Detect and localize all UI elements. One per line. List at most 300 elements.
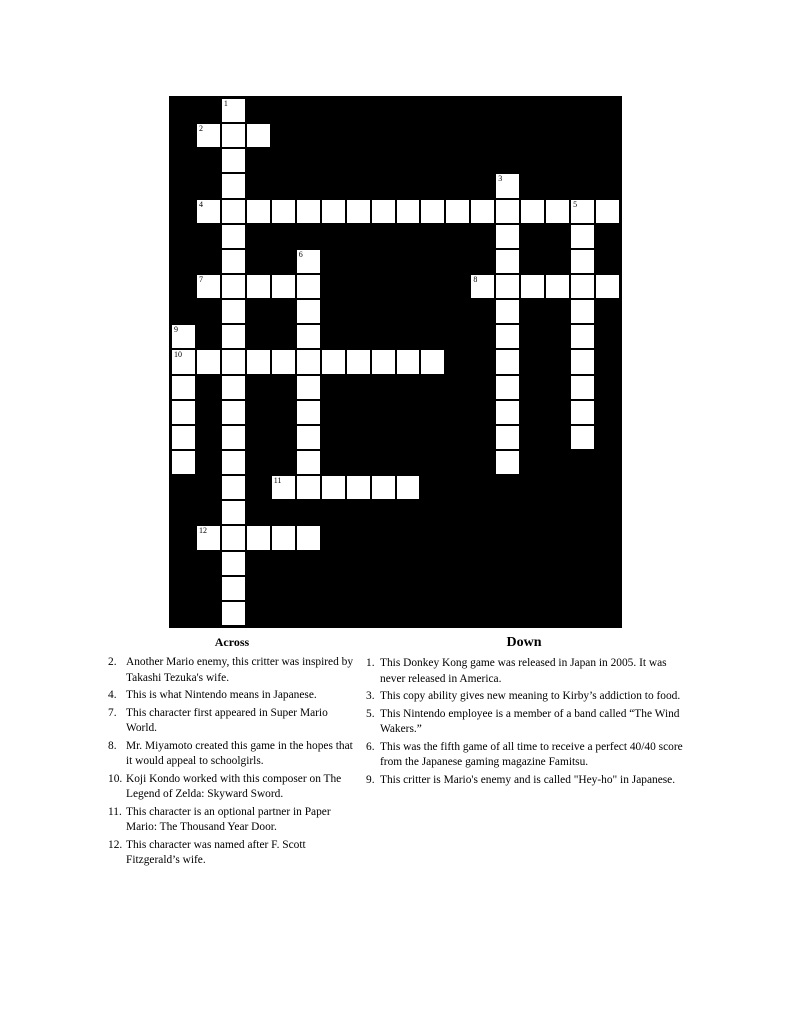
grid-cell-open[interactable] xyxy=(421,200,444,223)
grid-cell-open[interactable] xyxy=(247,350,270,373)
grid-cell-blocked xyxy=(247,602,270,625)
grid-cell-blocked xyxy=(272,124,295,147)
down-heading: Down xyxy=(506,635,542,650)
grid-cell-open[interactable] xyxy=(297,401,320,424)
across-clue xyxy=(108,805,360,836)
grid-cell-blocked xyxy=(546,350,569,373)
grid-cell-blocked xyxy=(421,401,444,424)
grid-cell-open[interactable] xyxy=(247,124,270,147)
grid-cell-blocked xyxy=(272,225,295,248)
grid-cell-blocked xyxy=(372,451,395,474)
clue-number: 11. xyxy=(108,805,122,818)
grid-cell-blocked xyxy=(297,99,320,122)
grid-cell-blocked xyxy=(421,376,444,399)
grid-cell-open[interactable] xyxy=(222,552,245,575)
grid-cell-open[interactable] xyxy=(222,401,245,424)
clue-text: This critter is Mario's enemy and is called "Hey-ho" in Japanese. xyxy=(380,773,676,786)
grid-cell-open[interactable] xyxy=(347,476,370,499)
grid-cell-open[interactable] xyxy=(297,376,320,399)
grid-cell-blocked xyxy=(247,426,270,449)
grid-cell-open[interactable] xyxy=(272,526,295,549)
grid-cell-open[interactable] xyxy=(571,275,594,298)
across-clue xyxy=(108,688,360,704)
grid-cell-open[interactable] xyxy=(571,325,594,348)
grid-cell-blocked xyxy=(172,300,195,323)
grid-cell-open[interactable] xyxy=(222,501,245,524)
grid-cell-open[interactable] xyxy=(222,149,245,172)
grid-cell-blocked xyxy=(421,526,444,549)
grid-cell-open[interactable] xyxy=(571,376,594,399)
grid-cell-blocked xyxy=(272,250,295,273)
grid-cell-open[interactable] xyxy=(322,350,345,373)
clue-number: 8. xyxy=(108,739,117,752)
grid-cell-open[interactable] xyxy=(496,275,519,298)
grid-cell-blocked xyxy=(272,300,295,323)
clue-text: Koji Kondo worked with this composer on The Legend of Zelda: Skyward Sword. xyxy=(126,772,342,800)
grid-cell-blocked xyxy=(322,124,345,147)
grid-cell-open[interactable] xyxy=(297,300,320,323)
grid-cell-blocked xyxy=(596,174,619,197)
grid-cell-open[interactable] xyxy=(297,275,320,298)
grid-cell-open[interactable] xyxy=(222,275,245,298)
grid-cell-open[interactable] xyxy=(172,401,195,424)
grid-cell-open[interactable] xyxy=(222,225,245,248)
grid-cell-blocked xyxy=(197,225,220,248)
grid-cell-open[interactable] xyxy=(521,275,544,298)
grid-cell-blocked xyxy=(546,552,569,575)
grid-cell-open[interactable] xyxy=(372,350,395,373)
grid-cell-blocked xyxy=(471,426,494,449)
grid-cell-blocked xyxy=(347,401,370,424)
grid-cell-open[interactable] xyxy=(272,350,295,373)
grid-cell-blocked xyxy=(446,401,469,424)
grid-cell-blocked xyxy=(322,451,345,474)
grid-cell-blocked xyxy=(596,451,619,474)
grid-cell-open[interactable] xyxy=(172,325,195,348)
grid-cell-blocked xyxy=(347,376,370,399)
grid-cell-open[interactable] xyxy=(347,350,370,373)
grid-cell-blocked xyxy=(397,275,420,298)
grid-cell-blocked xyxy=(571,577,594,600)
grid-cell-blocked xyxy=(571,526,594,549)
grid-cell-blocked xyxy=(172,526,195,549)
grid-cell-blocked xyxy=(496,124,519,147)
grid-cell-blocked xyxy=(571,602,594,625)
grid-cell-open[interactable] xyxy=(272,275,295,298)
grid-cell-open[interactable] xyxy=(471,275,494,298)
clue-number-label: 4 xyxy=(198,199,203,209)
grid-cell-blocked xyxy=(546,577,569,600)
clue-number-label: 3 xyxy=(498,174,503,184)
grid-cell-blocked xyxy=(297,174,320,197)
grid-cell-open[interactable] xyxy=(397,476,420,499)
clue-number: 3. xyxy=(366,690,375,702)
grid-cell-blocked xyxy=(372,275,395,298)
grid-cell-blocked xyxy=(397,577,420,600)
grid-cell-blocked xyxy=(322,501,345,524)
grid-cell-blocked xyxy=(372,325,395,348)
grid-cell-open[interactable] xyxy=(247,526,270,549)
grid-cell-blocked xyxy=(397,451,420,474)
grid-cell-open[interactable] xyxy=(372,200,395,223)
grid-cell-open[interactable] xyxy=(172,376,195,399)
grid-cell-blocked xyxy=(446,174,469,197)
grid-cell-blocked xyxy=(596,300,619,323)
grid-cell-blocked xyxy=(247,250,270,273)
grid-cell-blocked xyxy=(397,552,420,575)
clue-number-label: 8 xyxy=(473,274,478,284)
grid-cell-open[interactable] xyxy=(571,300,594,323)
grid-cell-blocked xyxy=(521,451,544,474)
grid-cell-open[interactable] xyxy=(222,376,245,399)
grid-cell-blocked xyxy=(397,149,420,172)
grid-cell-blocked xyxy=(471,501,494,524)
clue-number: 7. xyxy=(108,706,117,719)
grid-cell-blocked xyxy=(322,401,345,424)
grid-cell-blocked xyxy=(496,526,519,549)
down-clue xyxy=(366,689,684,705)
grid-cell-open[interactable] xyxy=(197,350,220,373)
grid-cell-blocked xyxy=(172,577,195,600)
grid-cell-open[interactable] xyxy=(297,200,320,223)
clue-text: Mr. Miyamoto created this game in the hopes that it would appeal to schoolgirls. xyxy=(126,739,353,767)
grid-cell-open[interactable] xyxy=(571,200,594,223)
grid-cell-blocked xyxy=(596,325,619,348)
grid-cell-open[interactable] xyxy=(222,526,245,549)
grid-cell-open[interactable] xyxy=(596,200,619,223)
grid-cell-blocked xyxy=(197,376,220,399)
grid-cell-blocked xyxy=(322,602,345,625)
grid-cell-open[interactable] xyxy=(222,124,245,147)
grid-cell-blocked xyxy=(172,250,195,273)
grid-cell-blocked xyxy=(372,552,395,575)
grid-cell-open[interactable] xyxy=(496,350,519,373)
grid-cell-blocked xyxy=(471,552,494,575)
grid-cell-open[interactable] xyxy=(297,426,320,449)
grid-cell-blocked xyxy=(446,451,469,474)
grid-cell-open[interactable] xyxy=(496,174,519,197)
grid-cell-open[interactable] xyxy=(496,401,519,424)
grid-cell-blocked xyxy=(322,376,345,399)
grid-cell-blocked xyxy=(596,225,619,248)
grid-cell-blocked xyxy=(571,501,594,524)
grid-cell-blocked xyxy=(347,225,370,248)
grid-cell-blocked xyxy=(546,99,569,122)
grid-cell-open[interactable] xyxy=(222,451,245,474)
grid-cell-open[interactable] xyxy=(172,451,195,474)
grid-cell-blocked xyxy=(596,376,619,399)
grid-cell-open[interactable] xyxy=(496,451,519,474)
grid-cell-open[interactable] xyxy=(571,401,594,424)
grid-cell-open[interactable] xyxy=(397,200,420,223)
clue-text: This is what Nintendo means in Japanese. xyxy=(126,689,317,701)
grid-cell-blocked xyxy=(421,577,444,600)
grid-cell-blocked xyxy=(496,552,519,575)
grid-cell-open[interactable] xyxy=(571,225,594,248)
clue-text: This character was named after F. Scott Fitzgerald’s wife. xyxy=(126,838,306,866)
grid-cell-blocked xyxy=(521,250,544,273)
grid-cell-open[interactable] xyxy=(222,577,245,600)
grid-cell-blocked xyxy=(347,577,370,600)
clue-number: 1. xyxy=(366,657,375,669)
grid-cell-blocked xyxy=(596,552,619,575)
grid-cell-open[interactable] xyxy=(571,426,594,449)
grid-cell-open[interactable] xyxy=(496,225,519,248)
grid-cell-blocked xyxy=(272,174,295,197)
grid-cell-blocked xyxy=(397,526,420,549)
grid-cell-open[interactable] xyxy=(446,200,469,223)
grid-cell-blocked xyxy=(347,300,370,323)
grid-cell-blocked xyxy=(397,401,420,424)
clue-text: This character is an optional partner in Paper Mario: The Thousand Year Door. xyxy=(126,805,331,833)
grid-cell-blocked xyxy=(297,602,320,625)
grid-cell-open[interactable] xyxy=(322,200,345,223)
grid-cell-open[interactable] xyxy=(222,250,245,273)
clue-number-label: 10 xyxy=(174,350,182,360)
grid-cell-blocked xyxy=(397,501,420,524)
grid-cell-open[interactable] xyxy=(571,350,594,373)
grid-cell-open[interactable] xyxy=(297,250,320,273)
grid-cell-blocked xyxy=(421,426,444,449)
grid-cell-blocked xyxy=(521,149,544,172)
down-clue xyxy=(366,656,684,687)
grid-cell-open[interactable] xyxy=(197,275,220,298)
grid-cell-open[interactable] xyxy=(222,200,245,223)
grid-cell-blocked xyxy=(347,451,370,474)
crossword-grid xyxy=(169,96,622,628)
grid-cell-open[interactable] xyxy=(222,476,245,499)
grid-cell-blocked xyxy=(421,99,444,122)
grid-cell-blocked xyxy=(596,350,619,373)
grid-cell-open[interactable] xyxy=(596,275,619,298)
grid-cell-blocked xyxy=(172,602,195,625)
clue-number-label: 1 xyxy=(223,99,228,108)
grid-cell-open[interactable] xyxy=(297,526,320,549)
grid-cell-blocked xyxy=(446,426,469,449)
grid-cell-open[interactable] xyxy=(421,350,444,373)
grid-cell-open[interactable] xyxy=(496,200,519,223)
grid-cell-blocked xyxy=(521,552,544,575)
grid-cell-open[interactable] xyxy=(546,200,569,223)
grid-cell-blocked xyxy=(347,602,370,625)
grid-cell-blocked xyxy=(596,602,619,625)
grid-cell-blocked xyxy=(272,602,295,625)
grid-cell-blocked xyxy=(297,124,320,147)
grid-cell-blocked xyxy=(172,124,195,147)
grid-cell-open[interactable] xyxy=(222,99,245,122)
grid-cell-blocked xyxy=(546,526,569,549)
grid-cell-blocked xyxy=(297,552,320,575)
grid-cell-blocked xyxy=(247,451,270,474)
grid-cell-open[interactable] xyxy=(297,476,320,499)
across-clue xyxy=(108,838,360,869)
grid-cell-blocked xyxy=(446,350,469,373)
grid-cell-blocked xyxy=(397,225,420,248)
clue-number: 9. xyxy=(366,773,375,786)
grid-cell-blocked xyxy=(471,376,494,399)
grid-cell-blocked xyxy=(521,300,544,323)
grid-cell-blocked xyxy=(172,275,195,298)
across-clue-list xyxy=(108,655,360,871)
grid-cell-blocked xyxy=(372,526,395,549)
grid-cell-blocked xyxy=(421,149,444,172)
grid-cell-blocked xyxy=(397,174,420,197)
grid-cell-blocked xyxy=(546,401,569,424)
grid-cell-blocked xyxy=(471,174,494,197)
grid-cell-blocked xyxy=(446,300,469,323)
grid-cell-blocked xyxy=(546,225,569,248)
grid-cell-blocked xyxy=(446,602,469,625)
down-clue xyxy=(366,707,684,738)
grid-cell-open[interactable] xyxy=(297,350,320,373)
grid-cell-blocked xyxy=(272,325,295,348)
grid-cell-open[interactable] xyxy=(496,426,519,449)
grid-cell-open[interactable] xyxy=(247,200,270,223)
grid-cell-blocked xyxy=(446,476,469,499)
grid-cell-open[interactable] xyxy=(521,200,544,223)
grid-cell-blocked xyxy=(596,501,619,524)
grid-cell-blocked xyxy=(372,99,395,122)
grid-cell-open[interactable] xyxy=(222,602,245,625)
grid-cell-blocked xyxy=(397,300,420,323)
grid-cell-blocked xyxy=(322,99,345,122)
grid-cell-open[interactable] xyxy=(372,476,395,499)
grid-cell-blocked xyxy=(496,149,519,172)
grid-cell-blocked xyxy=(247,552,270,575)
grid-cell-open[interactable] xyxy=(546,275,569,298)
grid-cell-blocked xyxy=(521,124,544,147)
grid-cell-open[interactable] xyxy=(197,124,220,147)
grid-cell-blocked xyxy=(571,552,594,575)
grid-cell-blocked xyxy=(172,225,195,248)
grid-cell-blocked xyxy=(546,149,569,172)
grid-cell-blocked xyxy=(322,275,345,298)
grid-cell-open[interactable] xyxy=(222,426,245,449)
grid-cell-blocked xyxy=(421,476,444,499)
grid-cell-open[interactable] xyxy=(322,476,345,499)
grid-cell-open[interactable] xyxy=(397,350,420,373)
grid-cell-open[interactable] xyxy=(222,300,245,323)
clue-text: This Nintendo employee is a member of a band called “The Wind Wakers.” xyxy=(380,707,680,735)
grid-cell-blocked xyxy=(347,325,370,348)
grid-cell-blocked xyxy=(172,200,195,223)
grid-cell-open[interactable] xyxy=(496,325,519,348)
grid-cell-blocked xyxy=(172,99,195,122)
grid-cell-blocked xyxy=(471,149,494,172)
grid-cell-blocked xyxy=(496,602,519,625)
grid-cell-blocked xyxy=(347,99,370,122)
grid-cell-blocked xyxy=(596,526,619,549)
grid-cell-blocked xyxy=(247,577,270,600)
grid-cell-blocked xyxy=(546,325,569,348)
clue-number: 4. xyxy=(108,689,117,701)
clue-text: This Donkey Kong game was released in Japan in 2005. It was never released in America. xyxy=(380,657,667,685)
grid-cell-blocked xyxy=(372,376,395,399)
grid-cell-open[interactable] xyxy=(197,200,220,223)
grid-cell-blocked xyxy=(546,426,569,449)
grid-cell-open[interactable] xyxy=(272,476,295,499)
grid-cell-open[interactable] xyxy=(496,250,519,273)
grid-cell-blocked xyxy=(446,275,469,298)
grid-cell-blocked xyxy=(471,99,494,122)
grid-cell-open[interactable] xyxy=(297,451,320,474)
grid-cell-blocked xyxy=(372,225,395,248)
clue-number-label: 11 xyxy=(273,476,282,486)
grid-cell-blocked xyxy=(546,124,569,147)
grid-cell-open[interactable] xyxy=(172,426,195,449)
grid-cell-blocked xyxy=(446,577,469,600)
grid-cell-blocked xyxy=(596,99,619,122)
grid-cell-blocked xyxy=(347,174,370,197)
grid-cell-blocked xyxy=(372,300,395,323)
grid-cell-blocked xyxy=(471,300,494,323)
grid-cell-blocked xyxy=(322,426,345,449)
grid-cell-blocked xyxy=(397,325,420,348)
grid-cell-blocked xyxy=(397,99,420,122)
grid-cell-blocked xyxy=(372,577,395,600)
grid-cell-open[interactable] xyxy=(297,325,320,348)
grid-cell-open[interactable] xyxy=(496,376,519,399)
grid-cell-open[interactable] xyxy=(471,200,494,223)
grid-cell-blocked xyxy=(247,325,270,348)
grid-cell-blocked xyxy=(446,501,469,524)
grid-cell-blocked xyxy=(347,275,370,298)
grid-cell-blocked xyxy=(446,526,469,549)
grid-cell-blocked xyxy=(496,476,519,499)
grid-cell-blocked xyxy=(247,476,270,499)
grid-cell-open[interactable] xyxy=(571,250,594,273)
grid-cell-blocked xyxy=(596,250,619,273)
grid-cell-blocked xyxy=(421,124,444,147)
grid-cell-blocked xyxy=(197,602,220,625)
grid-cell-open[interactable] xyxy=(222,350,245,373)
grid-cell-blocked xyxy=(596,476,619,499)
grid-cell-open[interactable] xyxy=(272,200,295,223)
grid-cell-open[interactable] xyxy=(222,325,245,348)
grid-cell-open[interactable] xyxy=(247,275,270,298)
grid-cell-blocked xyxy=(471,476,494,499)
grid-cell-blocked xyxy=(272,376,295,399)
grid-cell-blocked xyxy=(372,401,395,424)
grid-cell-blocked xyxy=(446,552,469,575)
grid-cell-blocked xyxy=(421,250,444,273)
grid-cell-blocked xyxy=(397,602,420,625)
grid-cell-open[interactable] xyxy=(496,300,519,323)
clue-text: Another Mario enemy, this critter was inspired by Takashi Tezuka's wife. xyxy=(126,656,354,684)
clue-number-label: 7 xyxy=(198,274,203,284)
grid-cell-blocked xyxy=(272,451,295,474)
grid-cell-blocked xyxy=(197,501,220,524)
grid-cell-open[interactable] xyxy=(347,200,370,223)
grid-cell-open[interactable] xyxy=(197,526,220,549)
grid-cell-blocked xyxy=(521,602,544,625)
grid-cell-open[interactable] xyxy=(172,350,195,373)
grid-cell-blocked xyxy=(397,376,420,399)
grid-cell-blocked xyxy=(521,350,544,373)
grid-cell-blocked xyxy=(571,476,594,499)
grid-cell-blocked xyxy=(397,426,420,449)
grid-cell-blocked xyxy=(571,149,594,172)
grid-cell-blocked xyxy=(372,250,395,273)
grid-cell-blocked xyxy=(521,401,544,424)
clue-number-label: 12 xyxy=(198,526,207,536)
grid-cell-open[interactable] xyxy=(222,174,245,197)
grid-cell-blocked xyxy=(197,250,220,273)
grid-cell-blocked xyxy=(197,451,220,474)
grid-cell-blocked xyxy=(247,401,270,424)
down-clue xyxy=(366,740,684,771)
grid-cell-blocked xyxy=(272,149,295,172)
